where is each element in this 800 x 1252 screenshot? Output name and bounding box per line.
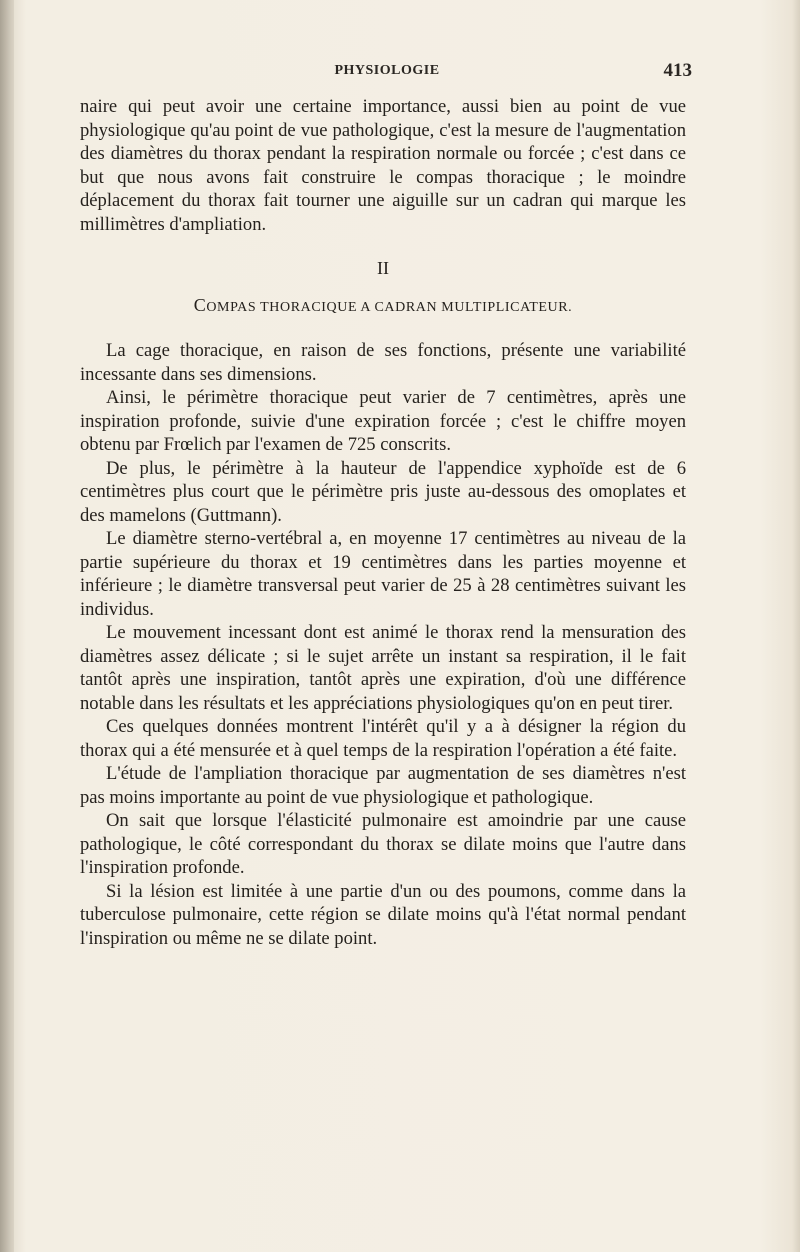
page-header [82, 60, 692, 86]
paragraph: On sait que lorsque l'élasticité pulmonaire est amoindrie par une cause pathologique, le côté correspondant du thorax se dilate moins que l'autre dans l'inspiration profonde. [80, 810, 686, 878]
running-title: PHYSIOLOGIE [334, 63, 440, 78]
paragraph: Le mouvement incessant dont est animé le thorax rend la mensuration des diamètres assez délicate ; si le sujet arrête un instant sa respiration, il le fait tantôt après une inspiration, tantôt après une expiration, d'où une différence notable dans les résultats et les appréciations physiologiques qu'on en peut tirer. [80, 622, 686, 714]
paragraph: L'étude de l'ampliation thoracique par augmentation de ses diamètres n'est pas moins importante au point de vue physiologique et pathologique. [80, 763, 686, 808]
paragraph: Ainsi, le périmètre thoracique peut varier de 7 centimètres, après une inspiration profonde, suivie d'une expiration forcée ; c'est le chiffre moyen obtenu par Frœlich par l'examen de 725 conscrits. [80, 387, 686, 455]
section-number: II [377, 258, 389, 278]
paragraph: Le diamètre sterno-vertébral a, en moyenne 17 centimètres au niveau de la partie supérieure du thorax et 19 centimètres dans les parties moyenne et inférieure ; le diamètre transversal peut varier de 25 à 28 centimètres suivant les individus. [80, 528, 686, 620]
page-number: 413 [663, 60, 692, 81]
paragraph: Si la lésion est limitée à une partie d'un ou des poumons, comme dans la tuberculose pulmonaire, cette région se dilate moins qu'à l'état normal pendant l'inspiration ou même ne se dilate point. [80, 880, 686, 949]
spine-shadow [0, 0, 14, 1252]
intro-paragraph: naire qui peut avoir une certaine importance, aussi bien au point de vue physiologique qu'au point de vue pathologique, c'est la mesure de l'augmentation des diamètres du thorax pendant la respiration normale ou forcée ; c'est dans ce but que nous avons fait construire le compas thoracique ; le moindre déplacement du thorax fait tourner une aiguille sur un cadran qui marque les millimètres d'ampliation. [80, 96, 686, 235]
section-title-initial: C [193, 294, 207, 315]
section-title-rest: OMPAS THORACIQUE A CADRAN MULTIPLICATEUR. [206, 299, 573, 315]
paragraph: La cage thoracique, en raison de ses fonctions, présente une variabilité incessante dans ses dimensions. [80, 340, 686, 385]
page-body [80, 95, 686, 950]
paragraph: De plus, le périmètre à la hauteur de l'appendice xyphoïde est de 6 centimètres plus court que le périmètre pris juste au-dessous des omoplates et des mamelons (Guttmann). [80, 457, 686, 526]
section-title [80, 294, 686, 320]
paragraph: Ces quelques données montrent l'intérêt qu'il y a à désigner la région du thorax qui a été mensurée et à quel temps de la respiration l'opération a été faite. [80, 716, 686, 761]
